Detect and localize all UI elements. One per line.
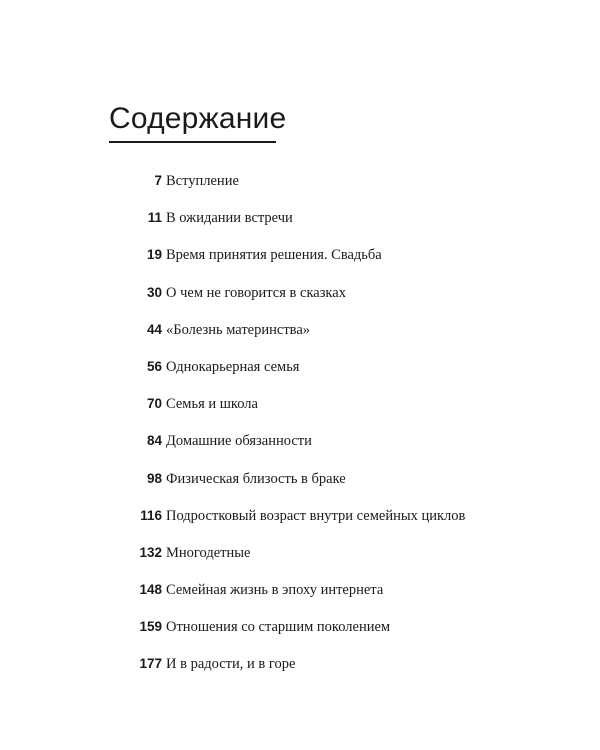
table-of-contents [0,168,600,689]
toc-entry [0,317,600,354]
title-underline [109,141,276,143]
toc-chapter-title: В ожидании встречи [166,210,293,227]
toc-entry [0,391,600,428]
toc-page-number: 19 [146,247,162,263]
toc-entry [0,168,600,205]
toc-page-number: 56 [146,358,162,374]
toc-chapter-title: Физическая близость в браке [166,470,346,487]
toc-page-number: 177 [139,656,162,672]
toc-page-number: 11 [147,210,162,226]
toc-entry [0,503,600,540]
toc-page-number: 7 [154,173,162,188]
toc-chapter-title: Вступление [166,173,239,189]
toc-page-number: 148 [139,582,162,598]
toc-page-number: 132 [139,544,162,560]
toc-page-number: 159 [139,619,162,635]
toc-chapter-title: Семья и школа [166,396,258,413]
toc-page-number: 116 [140,507,162,523]
toc-page-number: 30 [146,284,162,300]
toc-page-number: 70 [146,396,162,412]
toc-entry [0,651,600,688]
toc-entry [0,354,600,391]
toc-chapter-title: Время принятия решения. Свадьба [166,247,382,264]
toc-chapter-title: Однокарьерная семья [166,358,300,375]
toc-chapter-title: Многодетные [166,544,251,561]
toc-entry [0,540,600,577]
toc-entry [0,614,600,651]
toc-page-number: 44 [146,321,162,337]
toc-chapter-title: «Болезнь материнства» [166,321,311,338]
toc-chapter-title: Домашние обязанности [166,433,312,450]
toc-page-number: 98 [146,470,162,486]
toc-entry [0,205,600,242]
toc-entry [0,280,600,317]
page-title: Содержание [109,102,287,135]
toc-chapter-title: И в радости, и в горе [166,656,296,673]
toc-chapter-title: Семейная жизнь в эпоху интернета [166,582,384,599]
toc-chapter-title: О чем не говорится в сказках [166,284,346,301]
toc-entry [0,577,600,614]
toc-entry [0,466,600,503]
toc-entry [0,428,600,465]
toc-page-number: 84 [146,433,162,449]
toc-entry [0,242,600,279]
toc-chapter-title: Подростковый возраст внутри семейных циклов [166,507,466,524]
toc-chapter-title: Отношения со старшим поколением [166,619,391,636]
